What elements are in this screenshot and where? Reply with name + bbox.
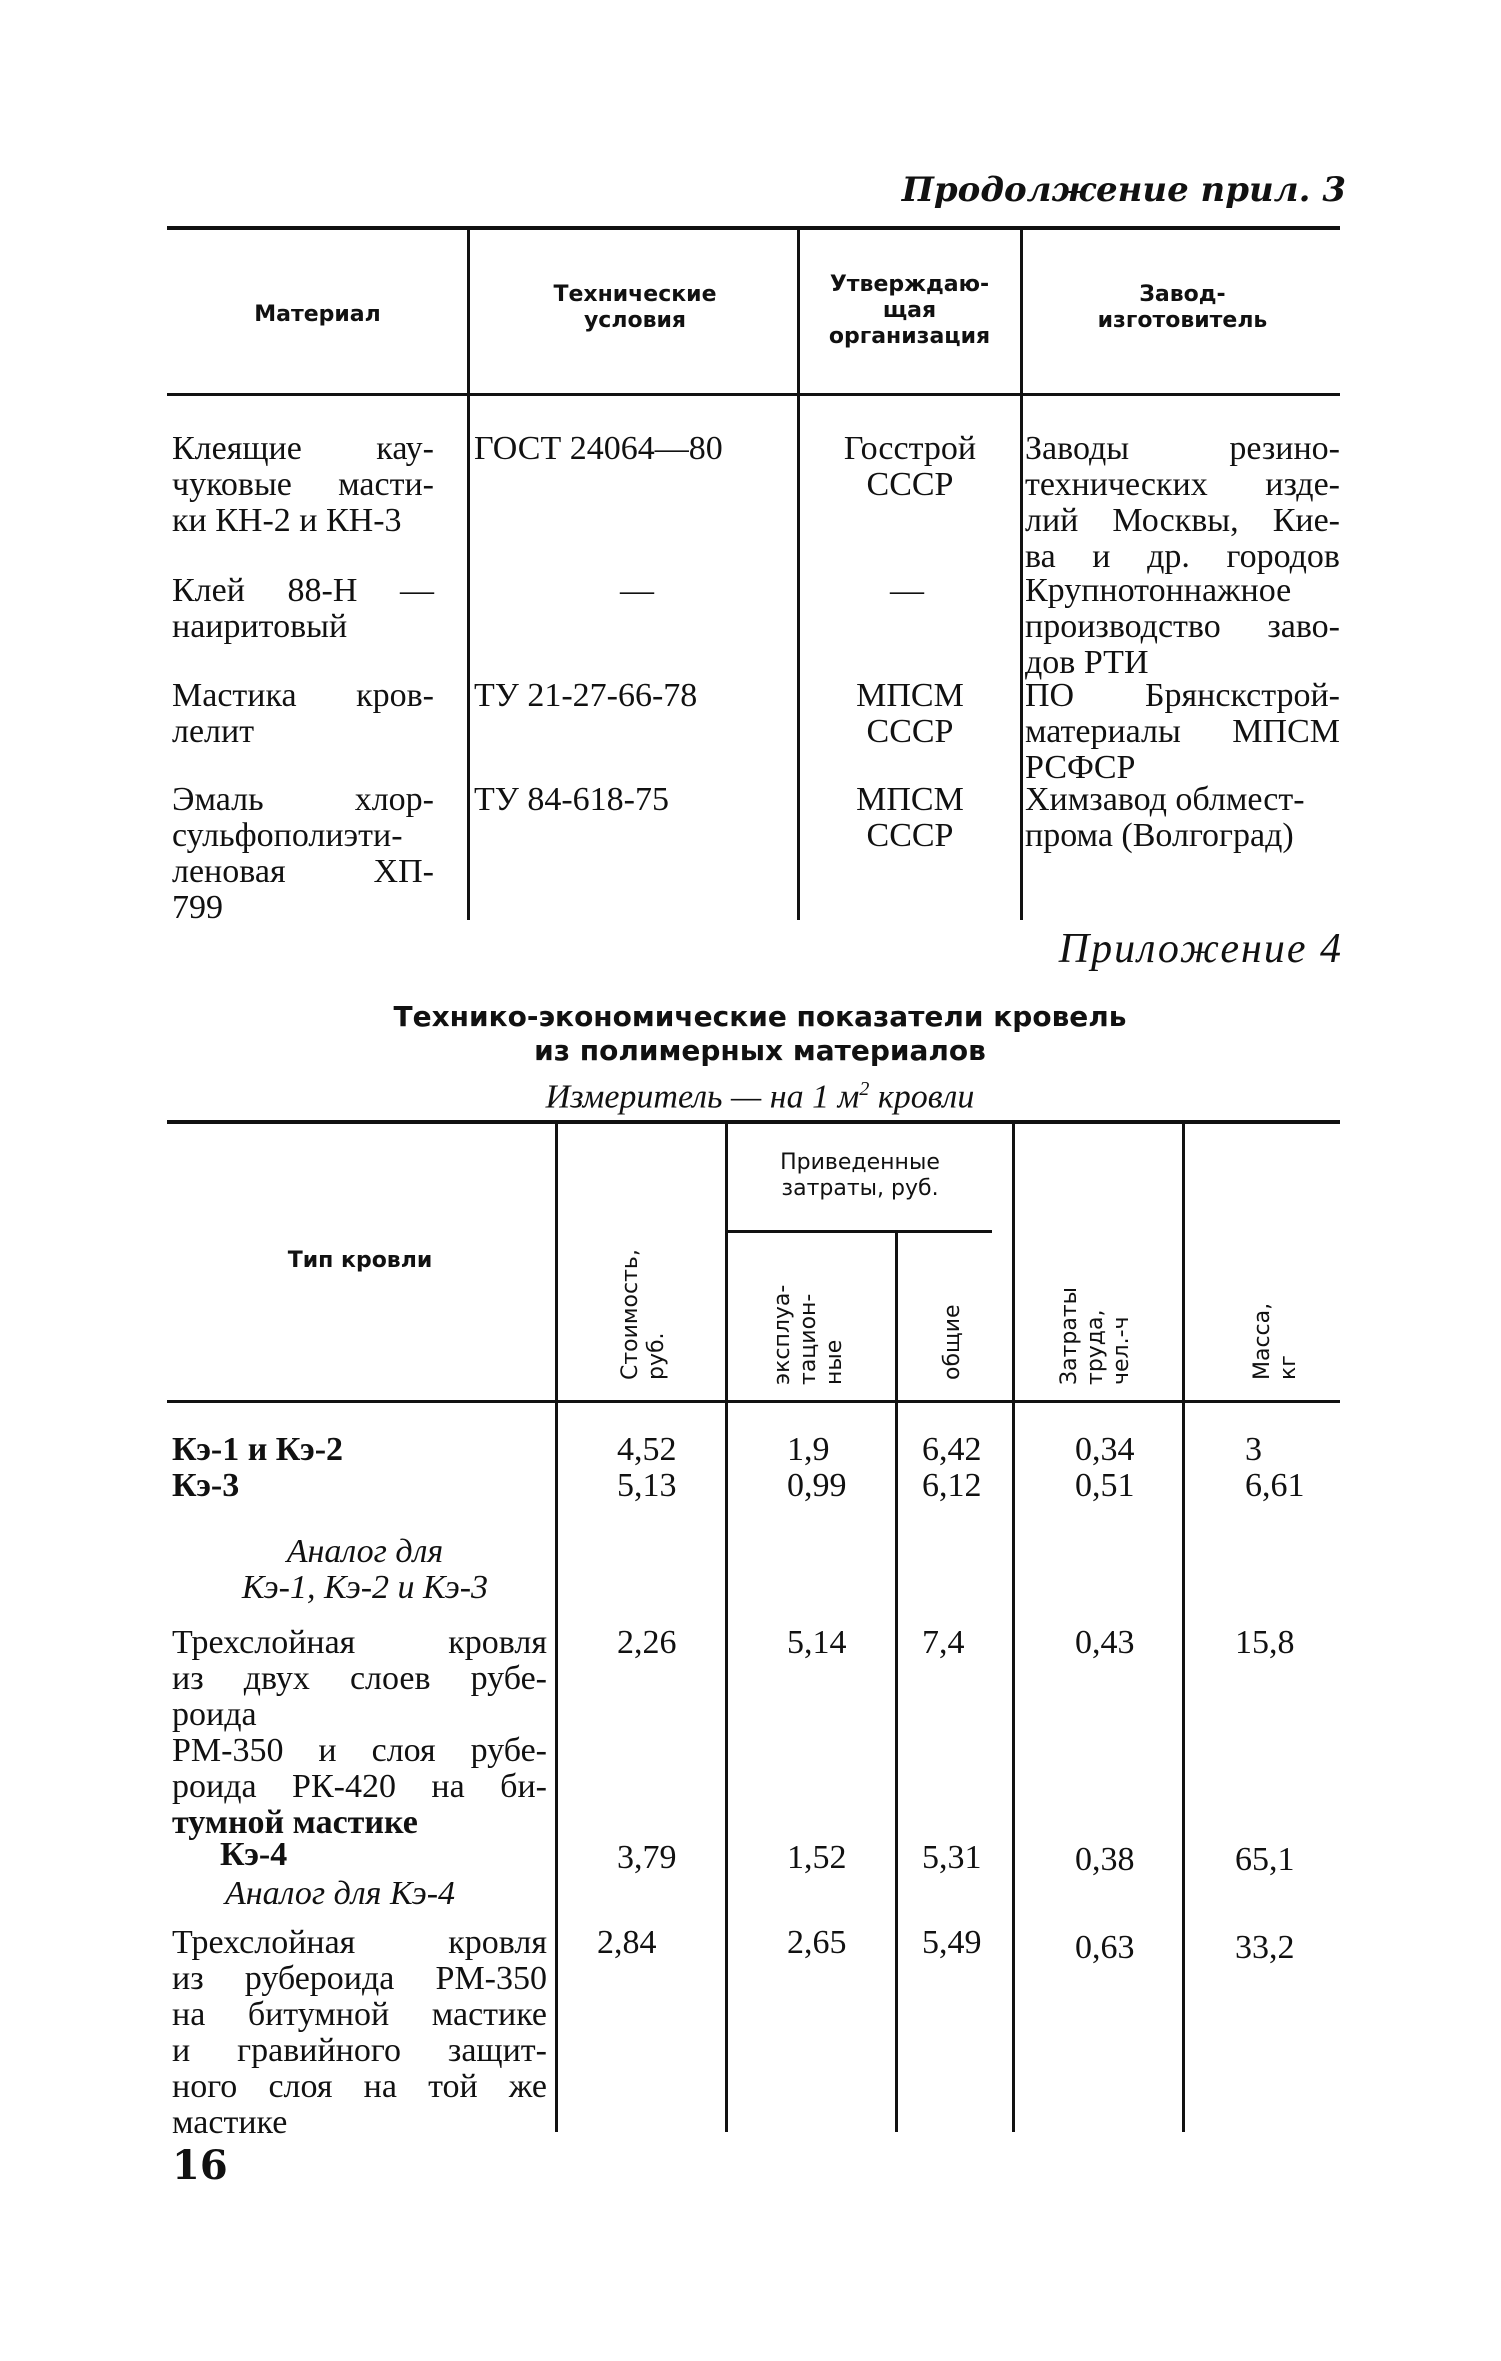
table2-row-ke3-oper: 0,99 bbox=[787, 1467, 847, 1504]
table1-row2-material: Клей 88-Н — наиритовый bbox=[172, 572, 434, 645]
table2-row-ke4-mass: 65,1 bbox=[1235, 1841, 1295, 1878]
table1-row1-plant: Заводы резино- технических изде- лий Москвы, Кие- ва и др. городов bbox=[1025, 430, 1340, 575]
table2-row-ke1-labor: 0,34 bbox=[1075, 1431, 1135, 1468]
table2-row-gravel-label: Трехслойная кровля из рубероида РМ-350 на битумной мастике и гравийного защит- ного слоя на той же мастике bbox=[172, 1924, 547, 2141]
table1-row4-spec: ТУ 84-618-75 bbox=[474, 781, 669, 818]
table2-row-three-layer-mass: 15,8 bbox=[1235, 1624, 1295, 1661]
table2-analog-2: Аналог для Кэ-4 bbox=[225, 1875, 456, 1912]
table2-header-mass: Масса, кг bbox=[1250, 1302, 1301, 1380]
table2-col-divider-4 bbox=[1012, 1122, 1015, 2132]
table2-row-three-layer-oper: 5,14 bbox=[787, 1624, 847, 1661]
table2-col-divider-3 bbox=[895, 1232, 898, 2132]
table1-row2-org: — bbox=[890, 572, 924, 609]
table1-row1-material: Клеящие кау- чуковые масти- ки КН-2 и КН-3 bbox=[172, 430, 434, 539]
table2-row-ke4-oper: 1,52 bbox=[787, 1839, 847, 1876]
table1-row2-plant: Крупнотоннажное производство заво- дов РТИ bbox=[1025, 572, 1340, 681]
table1-row2-spec: — bbox=[620, 572, 654, 609]
table2-row-ke4-labor: 0,38 bbox=[1075, 1841, 1135, 1878]
table2-row-gravel-labor: 0,63 bbox=[1075, 1929, 1135, 1966]
table1-row1-spec: ГОСТ 24064—80 bbox=[474, 430, 723, 467]
table2-header-cost: Стоимость, руб. bbox=[618, 1249, 669, 1380]
table2-header-total: общие bbox=[940, 1304, 965, 1380]
appendix-label: Приложение 4 bbox=[1058, 926, 1343, 972]
table1-header-material: Материал bbox=[254, 302, 381, 327]
table2-top-rule bbox=[167, 1120, 1340, 1124]
table2-reduced-rule bbox=[727, 1230, 992, 1233]
table2-row-ke3-mass: 6,61 bbox=[1245, 1467, 1305, 1504]
table2-row-ke1-cost: 4,52 bbox=[617, 1431, 677, 1468]
table2-row-ke1-mass: 3 bbox=[1245, 1431, 1262, 1468]
table1-header-rule bbox=[167, 393, 1340, 396]
table2-col-divider-1 bbox=[555, 1122, 558, 2132]
table2-row-ke1-ke2-label: Кэ-1 и Кэ-2 bbox=[172, 1431, 344, 1468]
table2-row-ke3-total: 6,12 bbox=[922, 1467, 982, 1504]
table1-row3-spec: ТУ 21-27-66-78 bbox=[474, 677, 698, 714]
table2-analog-1: Аналог для Кэ-1, Кэ-2 и Кэ-3 bbox=[241, 1533, 489, 1606]
table2-row-three-layer-label: Трехслойная кровля из двух слоев рубе- роида РМ-350 и слоя рубе- роида РК-420 на би- тумной мастике bbox=[172, 1624, 547, 1841]
table1-header-spec: Технические условия bbox=[553, 282, 717, 333]
section-title: Технико-экономические показатели кровель из полимерных материалов bbox=[393, 1000, 1127, 1067]
measure-note: Измеритель — на 1 $м^2$ кровли bbox=[545, 1078, 975, 1116]
table2-header-reduced: Приведенные затраты, руб. bbox=[780, 1150, 940, 1201]
table1-row4-plant: Химзавод облмест- прома (Волгоград) bbox=[1025, 781, 1305, 854]
table2-row-ke4-total: 5,31 bbox=[922, 1839, 982, 1876]
table2-header-rule bbox=[167, 1400, 1340, 1403]
table1-row4-org: МПСМ СССР bbox=[856, 781, 964, 854]
table1-row3-org: МПСМ СССР bbox=[856, 677, 964, 750]
table2-col-divider-5 bbox=[1182, 1122, 1185, 2132]
table1-row4-material: Эмаль хлор- сульфополиэти- леновая ХП- 799 bbox=[172, 781, 434, 926]
table2-row-ke1-oper: 1,9 bbox=[787, 1431, 830, 1468]
table2-row-gravel-oper: 2,65 bbox=[787, 1924, 847, 1961]
table2-col-divider-2 bbox=[725, 1122, 728, 2132]
table2-row-ke3-label: Кэ-3 bbox=[172, 1467, 240, 1504]
running-head: Продолжение прил. 3 bbox=[901, 170, 1346, 210]
table2-row-gravel-total: 5,49 bbox=[922, 1924, 982, 1961]
page-number: 16 bbox=[172, 2142, 228, 2189]
table1-row3-plant: ПО Брянскстрой- материалы МПСМ РСФСР bbox=[1025, 677, 1340, 786]
table2-row-ke3-cost: 5,13 bbox=[617, 1467, 677, 1504]
table1-col-divider-2 bbox=[797, 228, 800, 920]
table2-row-ke1-total: 6,42 bbox=[922, 1431, 982, 1468]
table2-row-ke4-label: Кэ-4 bbox=[220, 1836, 288, 1873]
table2-row-three-layer-labor: 0,43 bbox=[1075, 1624, 1135, 1661]
table2-header-labor: Затраты труда, чел.-ч bbox=[1057, 1286, 1134, 1385]
table1-top-rule bbox=[167, 226, 1340, 230]
table1-row3-material: Мастика кров- лелит bbox=[172, 677, 434, 750]
table2-row-three-layer-total: 7,4 bbox=[922, 1624, 965, 1661]
table1-row1-org: Госстрой СССР bbox=[843, 430, 977, 503]
table1-header-plant: Завод-изготовитель bbox=[1097, 282, 1268, 333]
table1-header-org: Утверждаю-щая организация bbox=[828, 272, 991, 349]
table2-row-ke3-labor: 0,51 bbox=[1075, 1467, 1135, 1504]
table2-row-gravel-mass: 33,2 bbox=[1235, 1929, 1295, 1966]
table2-header-type: Тип кровли bbox=[287, 1248, 433, 1273]
table2-row-gravel-cost: 2,84 bbox=[597, 1924, 657, 1961]
table2-row-ke4-cost: 3,79 bbox=[617, 1839, 677, 1876]
table2-header-oper: эксплуа- тацион- ные bbox=[770, 1284, 847, 1385]
table1-col-divider-1 bbox=[467, 228, 470, 920]
table1-col-divider-3 bbox=[1020, 228, 1023, 920]
table2-row-three-layer-cost: 2,26 bbox=[617, 1624, 677, 1661]
